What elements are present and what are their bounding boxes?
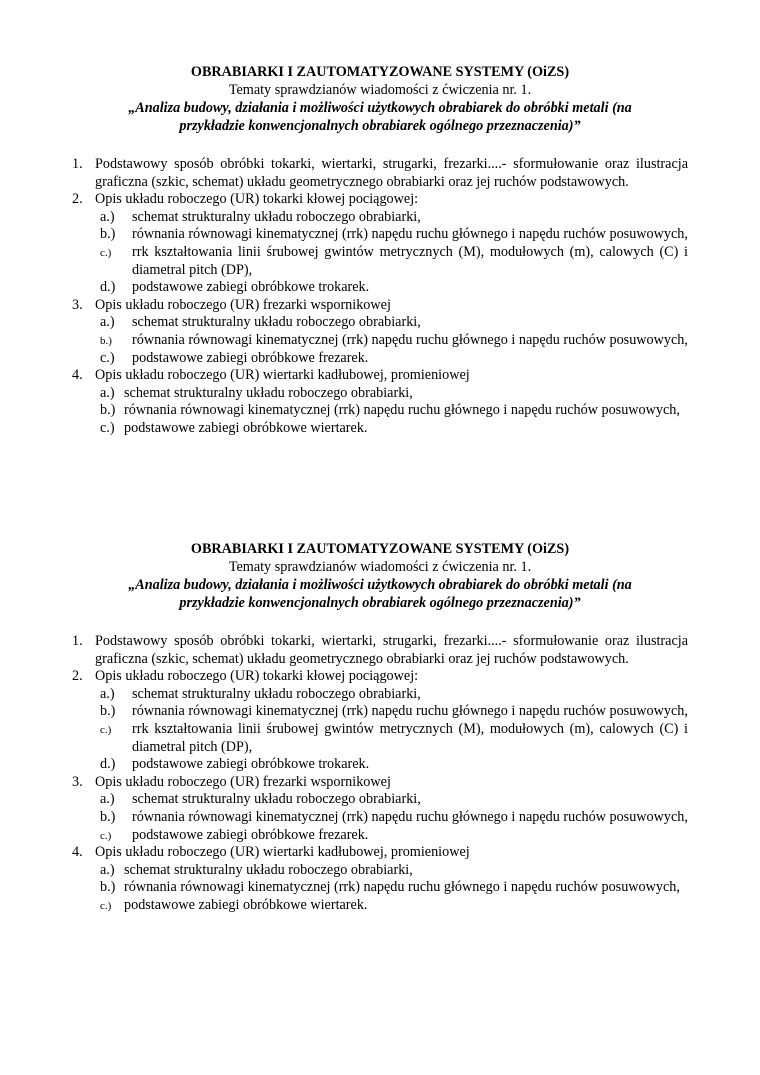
question-text: Opis układu roboczego (UR) tokarki kłowej pociągowej: — [95, 668, 419, 685]
subquestion-label: b.) — [100, 808, 116, 825]
subquestion-item — [100, 350, 688, 368]
subquestion-text: podstawowe zabiegi obróbkowe trokarek. — [132, 756, 370, 773]
subquestion-label: b.) — [100, 703, 116, 720]
exercise-topic-line-2: przykładzie konwencjonalnych obrabiarek ogólnego przeznaczenia)” — [179, 118, 581, 134]
subquestion-list — [95, 385, 688, 438]
subquestion-item — [100, 332, 688, 350]
subquestion-label: a.) — [100, 861, 115, 878]
subquestion-item — [100, 420, 688, 438]
subquestion-text: równania równowagi kinematycznej (rrk) napędu ruchu głównego i napędu ruchów posuwowych, — [132, 703, 688, 720]
subquestion-item — [100, 244, 688, 279]
exercise-topic-line-2: przykładzie konwencjonalnych obrabiarek ogólnego przeznaczenia)” — [179, 595, 581, 611]
course-title: OBRABIARKI I ZAUTOMATYZOWANE SYSTEMY (OiZS) — [190, 64, 570, 80]
question-item — [72, 156, 688, 191]
exercise-topic-line-1: „Analiza budowy, działania i możliwości użytkowych obrabiarek do obróbki metali (na — [128, 100, 632, 116]
subquestion-text: rrk kształtowania linii śrubowej gwintów metrycznych (M), modułowych (m), calowych (C) i diametral pitch (DP), — [132, 720, 688, 755]
question-text: Opis układu roboczego (UR) wiertarki kadłubowej, promieniowej — [95, 844, 470, 861]
subquestion-label: b.) — [100, 879, 116, 896]
question-text: Podstawowy sposób obróbki tokarki, wiertarki, strugarki, frezarki....- sformułowanie oraz ilustracja graficzna (szkic, schemat) układu geometrycznego obrabiarki oraz jej ruchów podstawowych. — [95, 633, 688, 667]
subquestion-text: schemat strukturalny układu roboczego obrabiarki, — [132, 208, 421, 225]
subquestion-label: a.) — [100, 314, 115, 331]
subquestion-item — [100, 209, 688, 227]
question-text: Opis układu roboczego (UR) frezarki wspornikowej — [95, 773, 391, 790]
question-item — [72, 774, 688, 844]
subquestion-item — [100, 402, 688, 420]
subquestion-list — [95, 791, 688, 844]
subquestion-label: a.) — [100, 384, 115, 401]
subquestion-label: a.) — [100, 685, 115, 702]
subquestion-item — [100, 862, 688, 880]
subquestion-text: równania równowagi kinematycznej (rrk) napędu ruchu głównego i napędu ruchów posuwowych, — [124, 402, 680, 419]
subquestion-label: d.) — [100, 279, 116, 296]
subquestion-label: c.) — [100, 246, 112, 259]
subquestion-text: podstawowe zabiegi obróbkowe frezarek. — [132, 826, 369, 843]
subquestion-text: rrk kształtowania linii śrubowej gwintów metrycznych (M), modułowych (m), calowych (C) i diametral pitch (DP), — [132, 243, 688, 278]
subquestion-item — [100, 686, 688, 704]
question-item — [72, 844, 688, 914]
question-text: Opis układu roboczego (UR) tokarki kłowej pociągowej: — [95, 191, 419, 208]
subquestion-item — [100, 791, 688, 809]
subquestion-item — [100, 897, 688, 915]
question-item — [72, 633, 688, 668]
question-item — [72, 297, 688, 367]
subquestion-text: równania równowagi kinematycznej (rrk) napędu ruchu głównego i napędu ruchów posuwowych, — [124, 879, 680, 896]
subquestion-label: b.) — [100, 334, 112, 347]
question-item — [72, 668, 688, 774]
subquestion-text: podstawowe zabiegi obróbkowe trokarek. — [132, 279, 370, 296]
question-number: 3. — [72, 296, 83, 313]
question-list — [72, 156, 688, 438]
subquestion-label: c.) — [100, 899, 112, 912]
sheet-subtitle: Tematy sprawdzianów wiadomości z ćwiczenia nr. 1. — [228, 82, 532, 98]
topic-sheet-2 — [72, 540, 688, 915]
subquestion-label: b.) — [100, 226, 116, 243]
course-title: OBRABIARKI I ZAUTOMATYZOWANE SYSTEMY (OiZS) — [190, 541, 570, 557]
question-number: 4. — [72, 844, 83, 861]
subquestion-label: d.) — [100, 756, 116, 773]
subquestion-item — [100, 809, 688, 827]
subquestion-list — [95, 862, 688, 915]
subquestion-label: a.) — [100, 791, 115, 808]
subquestion-text: schemat strukturalny układu roboczego obrabiarki, — [132, 314, 421, 331]
subquestion-item — [100, 721, 688, 756]
subquestion-text: schemat strukturalny układu roboczego obrabiarki, — [124, 384, 413, 401]
subquestion-label: c.) — [100, 419, 115, 436]
topic-sheet-1 — [72, 63, 688, 438]
question-number: 4. — [72, 367, 83, 384]
exercise-topic-line-1: „Analiza budowy, działania i możliwości użytkowych obrabiarek do obróbki metali (na — [128, 577, 632, 593]
question-number: 3. — [72, 773, 83, 790]
subquestion-text: schemat strukturalny układu roboczego obrabiarki, — [132, 791, 421, 808]
subquestion-text: równania równowagi kinematycznej (rrk) napędu ruchu głównego i napędu ruchów posuwowych, — [132, 226, 688, 243]
question-item — [72, 191, 688, 297]
subquestion-item — [100, 385, 688, 403]
subquestion-item — [100, 756, 688, 774]
subquestion-text: podstawowe zabiegi obróbkowe wiertarek. — [124, 419, 368, 436]
subquestion-text: podstawowe zabiegi obróbkowe wiertarek. — [124, 896, 368, 913]
subquestion-text: schemat strukturalny układu roboczego obrabiarki, — [132, 685, 421, 702]
subquestion-label: a.) — [100, 208, 115, 225]
sheet-header — [72, 63, 688, 135]
question-list — [72, 633, 688, 915]
subquestion-text: podstawowe zabiegi obróbkowe frezarek. — [132, 349, 369, 366]
question-number: 1. — [72, 156, 83, 172]
question-number: 1. — [72, 633, 83, 649]
question-number: 2. — [72, 191, 83, 208]
subquestion-label: c.) — [100, 723, 112, 736]
subquestion-item — [100, 279, 688, 297]
subquestion-item — [100, 827, 688, 845]
subquestion-list — [95, 209, 688, 297]
subquestion-text: równania równowagi kinematycznej (rrk) napędu ruchu głównego i napędu ruchów posuwowych, — [132, 808, 688, 825]
subquestion-list — [95, 314, 688, 367]
question-item — [72, 367, 688, 437]
subquestion-item — [100, 703, 688, 721]
subquestion-item — [100, 879, 688, 897]
subquestion-list — [95, 686, 688, 774]
subquestion-item — [100, 226, 688, 244]
subquestion-text: równania równowagi kinematycznej (rrk) napędu ruchu głównego i napędu ruchów posuwowych, — [132, 331, 688, 348]
question-number: 2. — [72, 668, 83, 685]
subquestion-text: schemat strukturalny układu roboczego obrabiarki, — [124, 861, 413, 878]
question-text: Opis układu roboczego (UR) wiertarki kadłubowej, promieniowej — [95, 367, 470, 384]
subquestion-item — [100, 314, 688, 332]
question-text: Opis układu roboczego (UR) frezarki wspornikowej — [95, 296, 391, 313]
subquestion-label: c.) — [100, 349, 115, 366]
subquestion-label: b.) — [100, 402, 116, 419]
sheet-header — [72, 540, 688, 612]
subquestion-label: c.) — [100, 829, 112, 842]
sheet-subtitle: Tematy sprawdzianów wiadomości z ćwiczenia nr. 1. — [228, 559, 532, 575]
question-text: Podstawowy sposób obróbki tokarki, wiertarki, strugarki, frezarki....- sformułowanie oraz ilustracja graficzna (szkic, schemat) układu geometrycznego obrabiarki oraz jej ruchów podstawowych. — [95, 156, 688, 190]
